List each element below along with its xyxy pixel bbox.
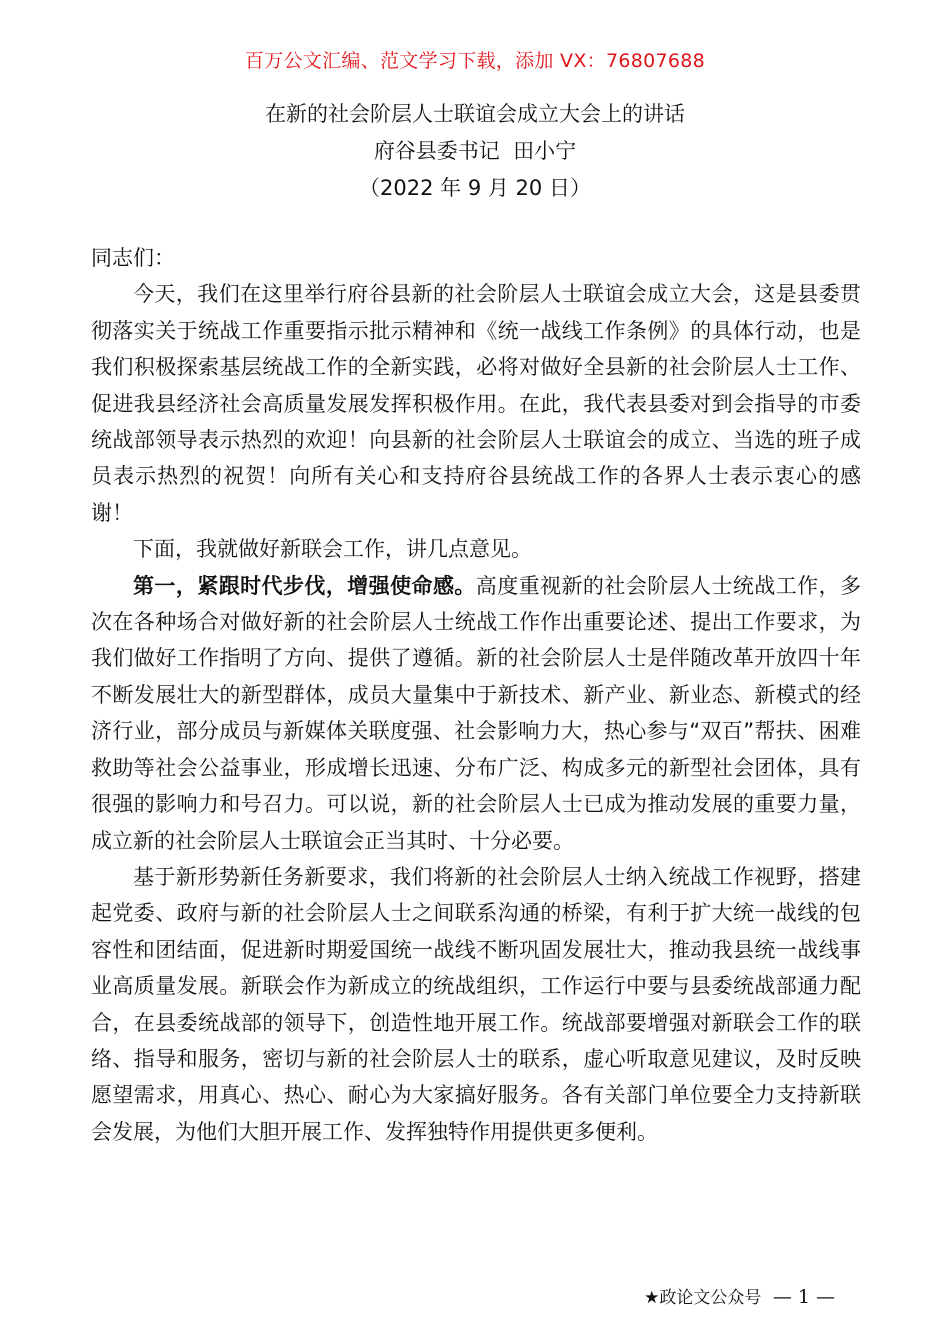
paragraph-opening: 今天，我们在这里举行府谷县新的社会阶层人士联谊会成立大会，这是县委贯彻落实关于统战工作重要指示批示精神和《统一战线工作条例》的具体行动，也是我们积极探索基层统战工作的全新实践，必将对做好全县新的社会阶层人士工作、促进我县经济社会高质量发展发挥积极作用。在此，我代表县委对到会指导的市委统战部领导表示热烈的欢迎！向县新的社会阶层人士联谊会的成立、当选的班子成员表示热烈的祝贺！向所有关心和支持府谷县统战工作的各界人士表示衷心的感谢！ (91, 282, 861, 525)
first-point-text: 高度重视新的社会阶层人士统战工作，多次在各种场合对做好新的社会阶层人士统战工作作出重要论述、提出工作要求，为我们做好工作指明了方向、提供了遵循。新的社会阶层人士是伴随改革开放四十年不断发展壮大的新型群体，成员大量集中于新技术、新产业、新业态、新模式的经济行业，部分成员与新媒体关联度强、社会影响力大，热心参与“双百”帮扶、困难救助等社会公益事业，形成增长迅速、分布广泛、构成多元的新型社会团体，具有很强的影响力和号召力。可以说，新的社会阶层人士已成为推动发展的重要力量，成立新的社会阶层人士联谊会正当其时、十分必要。 (91, 573, 862, 853)
speech-date: （2022 年 9 月 20 日） (359, 176, 591, 200)
title-block (0, 96, 950, 207)
paragraph-transition: 下面，我就做好新联会工作，讲几点意见。 (133, 537, 532, 562)
page-footer (644, 1283, 835, 1308)
first-point-heading: 第一，紧跟时代步伐，增强使命感。 (133, 573, 476, 598)
paragraph-first-point (91, 568, 861, 859)
header-banner: 百万公文汇编、范文学习下载，添加 VX：76807688 (244, 50, 706, 72)
paragraph-new-situation: 基于新形势新任务新要求，我们将新的社会阶层人士纳入统战工作视野，搭建起党委、政府与新的社会阶层人士之间联系沟通的桥梁，有利于扩大统一战线的包容性和团结面，促进新时期爱国统一战线不断巩固发展壮大，推动我县统一战线事业高质量发展。新联会作为新成立的统战组织，工作运行中要与县委统战部通力配合，在县委统战部的领导下，创造性地开展工作。统战部要增强对新联会工作的联络、指导和服务，密切与新的社会阶层人士的联系，虚心听取意见建议，及时反映愿望需求，用真心、热心、耐心为大家搞好服务。各有关部门单位要全力支持新联会发展，为他们大胆开展工作、发挥独特作用提供更多便利。 (91, 864, 861, 1144)
speech-title: 在新的社会阶层人士联谊会成立大会上的讲话 (265, 102, 685, 126)
footer-source: ★政论文公众号 (644, 1288, 762, 1308)
salutation: 同志们： (91, 246, 175, 270)
speech-body (91, 240, 861, 1150)
page-number: — 1 — (772, 1286, 835, 1308)
speaker-line: 府谷县委书记 田小宁 (373, 139, 577, 163)
